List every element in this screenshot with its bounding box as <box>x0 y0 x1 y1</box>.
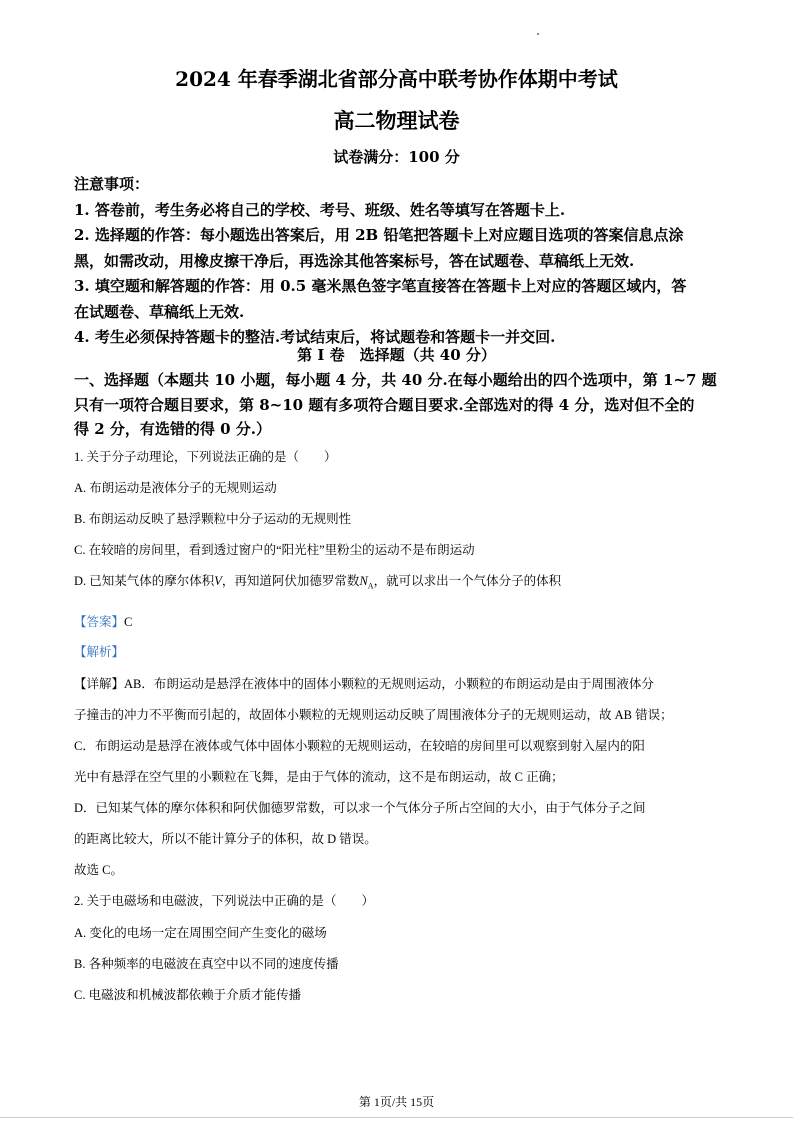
section-instructions <box>74 368 724 442</box>
q1-option-d <box>74 573 724 595</box>
q1-detail-line: 【详解】AB．布朗运动是悬浮在液体中的固体小颗粒的无规则运动，小颗粒的布朗运动是由于周围液体分 <box>74 677 654 691</box>
notice-section <box>74 172 724 351</box>
q1-option-d-text: ，就可以求出一个气体分子的体积 <box>373 574 562 588</box>
notice-heading: 注意事项： <box>74 175 150 193</box>
q1-detail-line: 的距离比较大，所以不能计算分子的体积，故 D 错误。 <box>74 832 377 846</box>
q1-detail-line: 故选 C。 <box>74 863 123 877</box>
exam-subtitle: 高二物理试卷 <box>333 108 460 133</box>
notice-item: 4. 考生必须保持答题卡的整洁.考试结束后，将试题卷和答题卡一并交回. <box>74 328 556 346</box>
notice-item: 在试题卷、草稿纸上无效. <box>74 302 245 321</box>
analysis-tag: 【解析】 <box>74 645 125 659</box>
notice-item: 黑，如需改动，用橡皮擦干净后，再选涂其他答案标号，答在试题卷、草稿纸上无效. <box>74 251 635 270</box>
instruction-line: 一、选择题（本题共 10 小题，每小题 4 分，共 40 分.在每小题给出的四个选项中，第 1~7 题 <box>74 371 717 389</box>
page-number: 第 1页/共 15页 <box>358 1095 435 1109</box>
notice-item: 1. 答卷前，考生务必将自己的学校、考号、班级、姓名等填写在答题卡上. <box>74 200 566 219</box>
var-avogadro-subscript: A <box>367 581 374 591</box>
q1-detail-line: 光中有悬浮在空气里的小颗粒在飞舞，是由于气体的流动，这不是布朗运动，故 C 正确； <box>74 770 564 784</box>
q1-option-b: B. 布朗运动反映了悬浮颗粒中分子运动的无规则性 <box>74 512 352 526</box>
q1-answer <box>74 614 724 630</box>
q2-option-c: C. 电磁波和机械波都依赖于介质才能传播 <box>74 988 302 1002</box>
instruction-line: 得 2 分，有选错的得 0 分.） <box>74 420 271 438</box>
q1-option-c: C. 在较暗的房间里，看到透过窗户的“阳光柱”里粉尘的运动不是布朗运动 <box>74 543 475 557</box>
scan-dot <box>537 33 539 35</box>
q2-option-b: B. 各种频率的电磁波在真空中以不同的速度传播 <box>74 957 339 971</box>
instruction-line: 只有一项符合题目要求，第 8~10 题有多项符合题目要求.全部选对的得 4 分，选对但不全的 <box>74 395 695 414</box>
q1-detail-line: C．布朗运动是悬浮在液体或气体中固体小颗粒的无规则运动，在较暗的房间里可以观察到射入屋内的阳 <box>74 739 645 753</box>
answer-tag: 【答案】 <box>74 615 125 629</box>
q1-option-d-text: ，再知道阿伏加德罗常数 <box>221 574 360 588</box>
notice-item: 2. 选择题的作答：每小题选出答案后，用 2B 铅笔把答题卡上对应题目选项的答案信息点涂 <box>74 226 684 244</box>
q1-stem: 1. 关于分子动理论，下列说法正确的是（ ） <box>74 450 337 464</box>
answer-value: C <box>124 615 133 629</box>
var-molar-volume: V <box>214 574 222 588</box>
q1-option-a: A. 布朗运动是液体分子的无规则运动 <box>74 481 277 495</box>
exam-title: 2024 年春季湖北省部分高中联考协作体期中考试 <box>175 67 618 91</box>
q2-option-a: A. 变化的电场一定在周围空间产生变化的磁场 <box>74 926 327 940</box>
notice-item: 3. 填空题和解答题的作答：用 0.5 毫米黑色签字笔直接答在答题卡上对应的答题区域内，答 <box>74 277 687 295</box>
q1-option-d-text: D. 已知某气体的摩尔体积 <box>74 574 215 588</box>
footer-divider <box>0 1117 793 1118</box>
q1-detail-line: D．已知某气体的摩尔体积和阿伏伽德罗常数，可以求一个气体分子所占空间的大小，由于气体分子之间 <box>74 801 646 815</box>
q1-detail-line: 子撞击的冲力不平衡而引起的，故固体小颗粒的无规则运动反映了周围液体分子的无规则运动，故 AB 错误； <box>74 708 673 722</box>
q2-stem: 2. 关于电磁场和电磁波，下列说法中正确的是（ ） <box>74 894 375 908</box>
var-avogadro: N <box>359 574 368 588</box>
full-score: 试卷满分：100 分 <box>333 148 460 166</box>
section-heading: 第 Ⅰ 卷 选择题（共 40 分） <box>297 346 496 364</box>
